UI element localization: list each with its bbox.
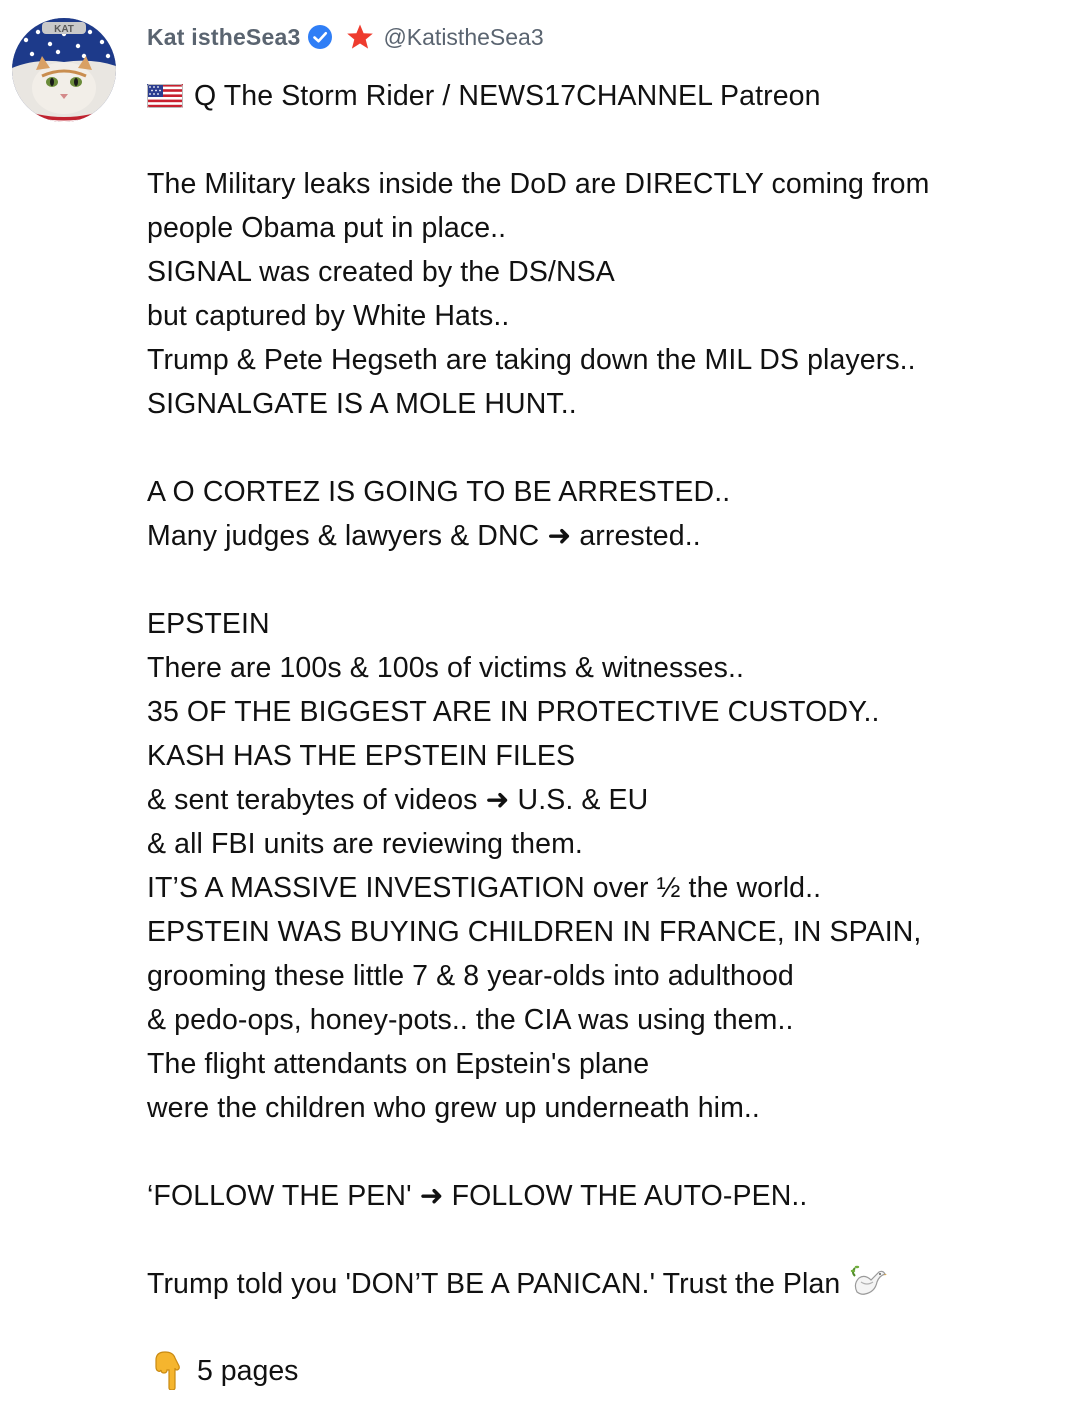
post-text-line: KASH HAS THE EPSTEIN FILES [147, 740, 576, 772]
post-title: Q The Storm Rider / NEWS17CHANNEL Patreon [194, 80, 821, 112]
post-text-line: SIGNALGATE IS A MOLE HUNT.. [147, 388, 577, 420]
post-text-line: but captured by White Hats.. [147, 300, 510, 332]
post-text-line: EPSTEIN [147, 608, 270, 640]
post-text-line: & sent terabytes of videos ➜ U.S. & EU [147, 784, 649, 816]
pointing-down-icon [151, 1350, 183, 1390]
post-text-line: Trump & Pete Hegseth are taking down the MIL DS players.. [147, 344, 916, 376]
blank-line [147, 118, 1057, 162]
display-name[interactable]: Kat istheSea3 [147, 23, 301, 50]
post-body [147, 74, 1057, 1306]
post-text-line: & pedo-ops, honey-pots.. the CIA was using them.. [147, 1004, 794, 1036]
post-text-line: grooming these little 7 & 8 year-olds into adulthood [147, 960, 794, 992]
dove-icon [849, 1262, 889, 1302]
pages-indicator[interactable] [147, 1348, 298, 1394]
post-text-line: The Military leaks inside the DoD are DIRECTLY coming from [147, 168, 930, 200]
post-text-line: A O CORTEZ IS GOING TO BE ARRESTED.. [147, 476, 731, 508]
post-text-line: EPSTEIN WAS BUYING CHILDREN IN FRANCE, IN SPAIN, [147, 916, 922, 948]
post-text-line: & all FBI units are reviewing them. [147, 828, 583, 860]
avatar[interactable] [12, 18, 116, 122]
post-text-line: SIGNAL was created by the DS/NSA [147, 256, 615, 288]
post-text-line: were the children who grew up underneath him.. [147, 1092, 760, 1124]
author-handle[interactable]: @KatistheSea3 [383, 23, 544, 50]
us-flag-icon [147, 77, 183, 101]
post-text-line: IT’S A MASSIVE INVESTIGATION over ½ the world.. [147, 872, 822, 904]
post-header [147, 20, 544, 54]
post-closing-text: Trump told you 'DON’T BE A PANICAN.' Trust the Plan [147, 1268, 841, 1300]
post-text-lines [147, 118, 1057, 1262]
post-text-line: The flight attendants on Epstein's plane [147, 1048, 650, 1080]
verified-badge-icon [307, 24, 333, 50]
post-text-line: There are 100s & 100s of victims & witnesses.. [147, 652, 745, 684]
blank-line [147, 1218, 1057, 1262]
pages-count: 5 pages [197, 1355, 299, 1387]
blank-line [147, 1130, 1057, 1174]
blank-line [147, 558, 1057, 602]
red-star-icon [346, 23, 374, 51]
svg-text:KAT: KAT [54, 24, 74, 35]
post-text-line: people Obama put in place.. [147, 212, 507, 244]
post-text-line: 35 OF THE BIGGEST ARE IN PROTECTIVE CUSTODY.. [147, 696, 880, 728]
post-title-line [147, 74, 1057, 118]
post-closing-line [147, 1262, 1057, 1306]
cat-with-flag-hat-avatar-icon [12, 18, 116, 122]
post-text-line: ‘FOLLOW THE PEN' ➜ FOLLOW THE AUTO-PEN.. [147, 1180, 808, 1212]
post-text-line: Many judges & lawyers & DNC ➜ arrested.. [147, 520, 701, 552]
blank-line [147, 426, 1057, 470]
